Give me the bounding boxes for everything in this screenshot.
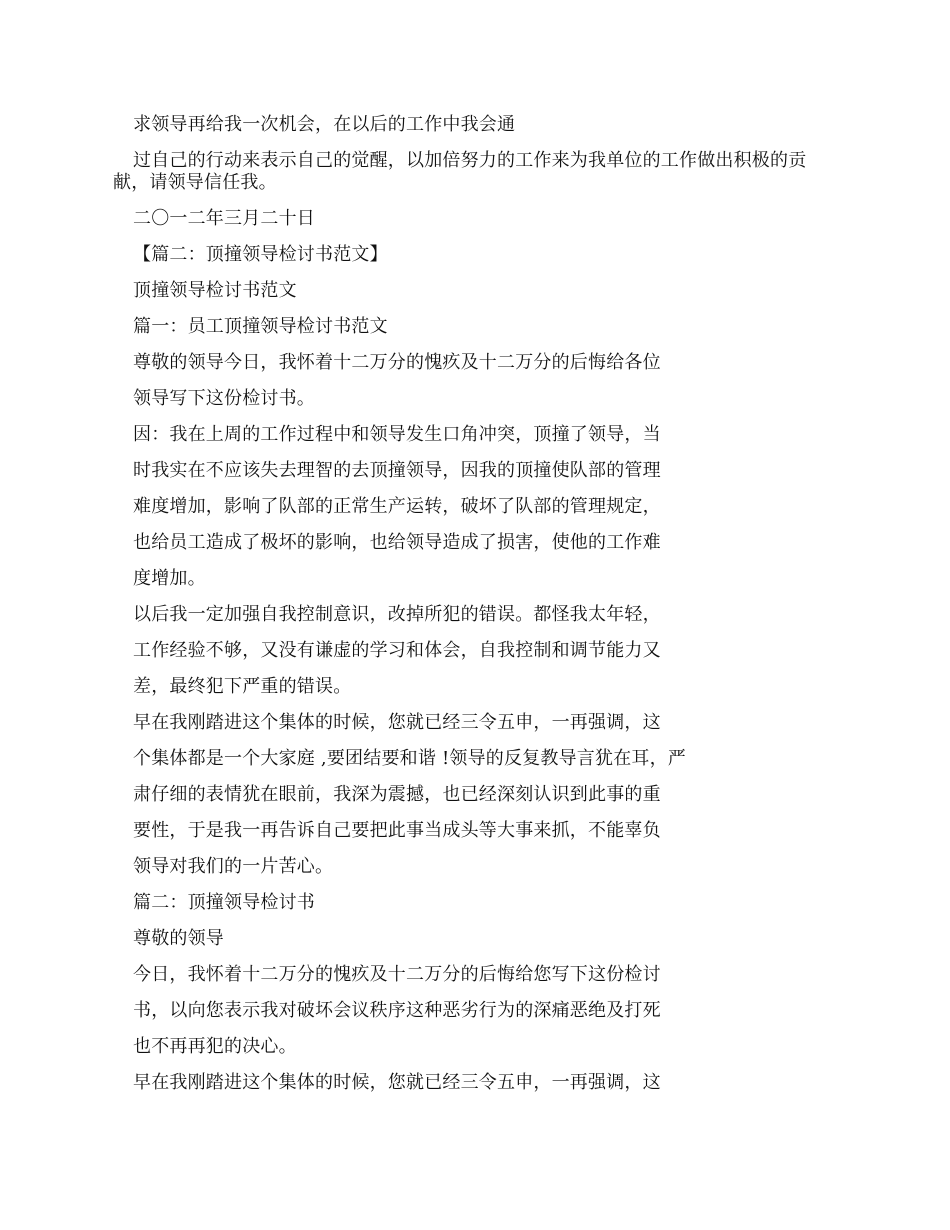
text-line: 难度增加，影响了队部的正常生产运转，破坏了队部的管理规定， xyxy=(133,496,661,517)
text-line: 个集体都是一个大家庭 ,要团结要和谐 !领导的反复教导言犹在耳，严 xyxy=(133,748,686,769)
text-line: 今日，我怀着十二万分的愧疚及十二万分的后悔给您写下这份检讨 xyxy=(133,964,661,985)
text-line: 顶撞领导检讨书范文 xyxy=(133,280,297,301)
text-line: 求领导再给我一次机会，在以后的工作中我会通 xyxy=(133,114,516,135)
text-line: 书，以向您表示我对破坏会议秩序这种恶劣行为的深痛恶绝及打死 xyxy=(133,1000,661,1021)
text-line: 献，请领导信任我。 xyxy=(113,172,277,193)
text-line: 度增加。 xyxy=(133,568,206,589)
text-line: 以后我一定加强自我控制意识，改掉所犯的错误。都怪我太年轻， xyxy=(133,604,661,625)
text-line: 因：我在上周的工作过程中和领导发生口角冲突，顶撞了领导，当 xyxy=(133,424,661,445)
text-line: 过自己的行动来表示自己的觉醒，以加倍努力的工作来为我单位的工作做出积极的贡 xyxy=(133,150,807,171)
text-line: 要性，于是我一再告诉自己要把此事当成头等大事来抓，不能辜负 xyxy=(133,820,661,841)
text-line: 时我实在不应该失去理智的去顶撞领导，因我的顶撞使队部的管理 xyxy=(133,460,661,481)
text-line: 工作经验不够，又没有谦虚的学习和体会，自我控制和调节能力又 xyxy=(133,640,661,661)
section-heading: 篇一：员工顶撞领导检讨书范文 xyxy=(133,316,388,337)
text-line: 也给员工造成了极坏的影响，也给领导造成了损害，使他的工作难 xyxy=(133,532,661,553)
section-heading: 篇二：顶撞领导检讨书 xyxy=(133,892,315,913)
text-line: 尊敬的领导 xyxy=(133,928,224,949)
text-line: 二〇一二年三月二十日 xyxy=(133,208,315,229)
text-line: 差，最终犯下严重的错误。 xyxy=(133,676,352,697)
text-line: 领导写下这份检讨书。 xyxy=(133,388,315,409)
text-line: 早在我刚踏进这个集体的时候，您就已经三令五申，一再强调，这 xyxy=(133,712,661,733)
text-line: 尊敬的领导今日，我怀着十二万分的愧疚及十二万分的后悔给各位 xyxy=(133,352,661,373)
text-line: 肃仔细的表情犹在眼前，我深为震撼，也已经深刻认识到此事的重 xyxy=(133,784,661,805)
text-line: 也不再再犯的决心。 xyxy=(133,1036,297,1057)
section-heading: 【篇二：顶撞领导检讨书范文】 xyxy=(133,244,388,265)
text-line: 领导对我们的一片苦心。 xyxy=(133,856,334,877)
text-line: 早在我刚踏进这个集体的时候，您就已经三令五申，一再强调，这 xyxy=(133,1072,661,1093)
